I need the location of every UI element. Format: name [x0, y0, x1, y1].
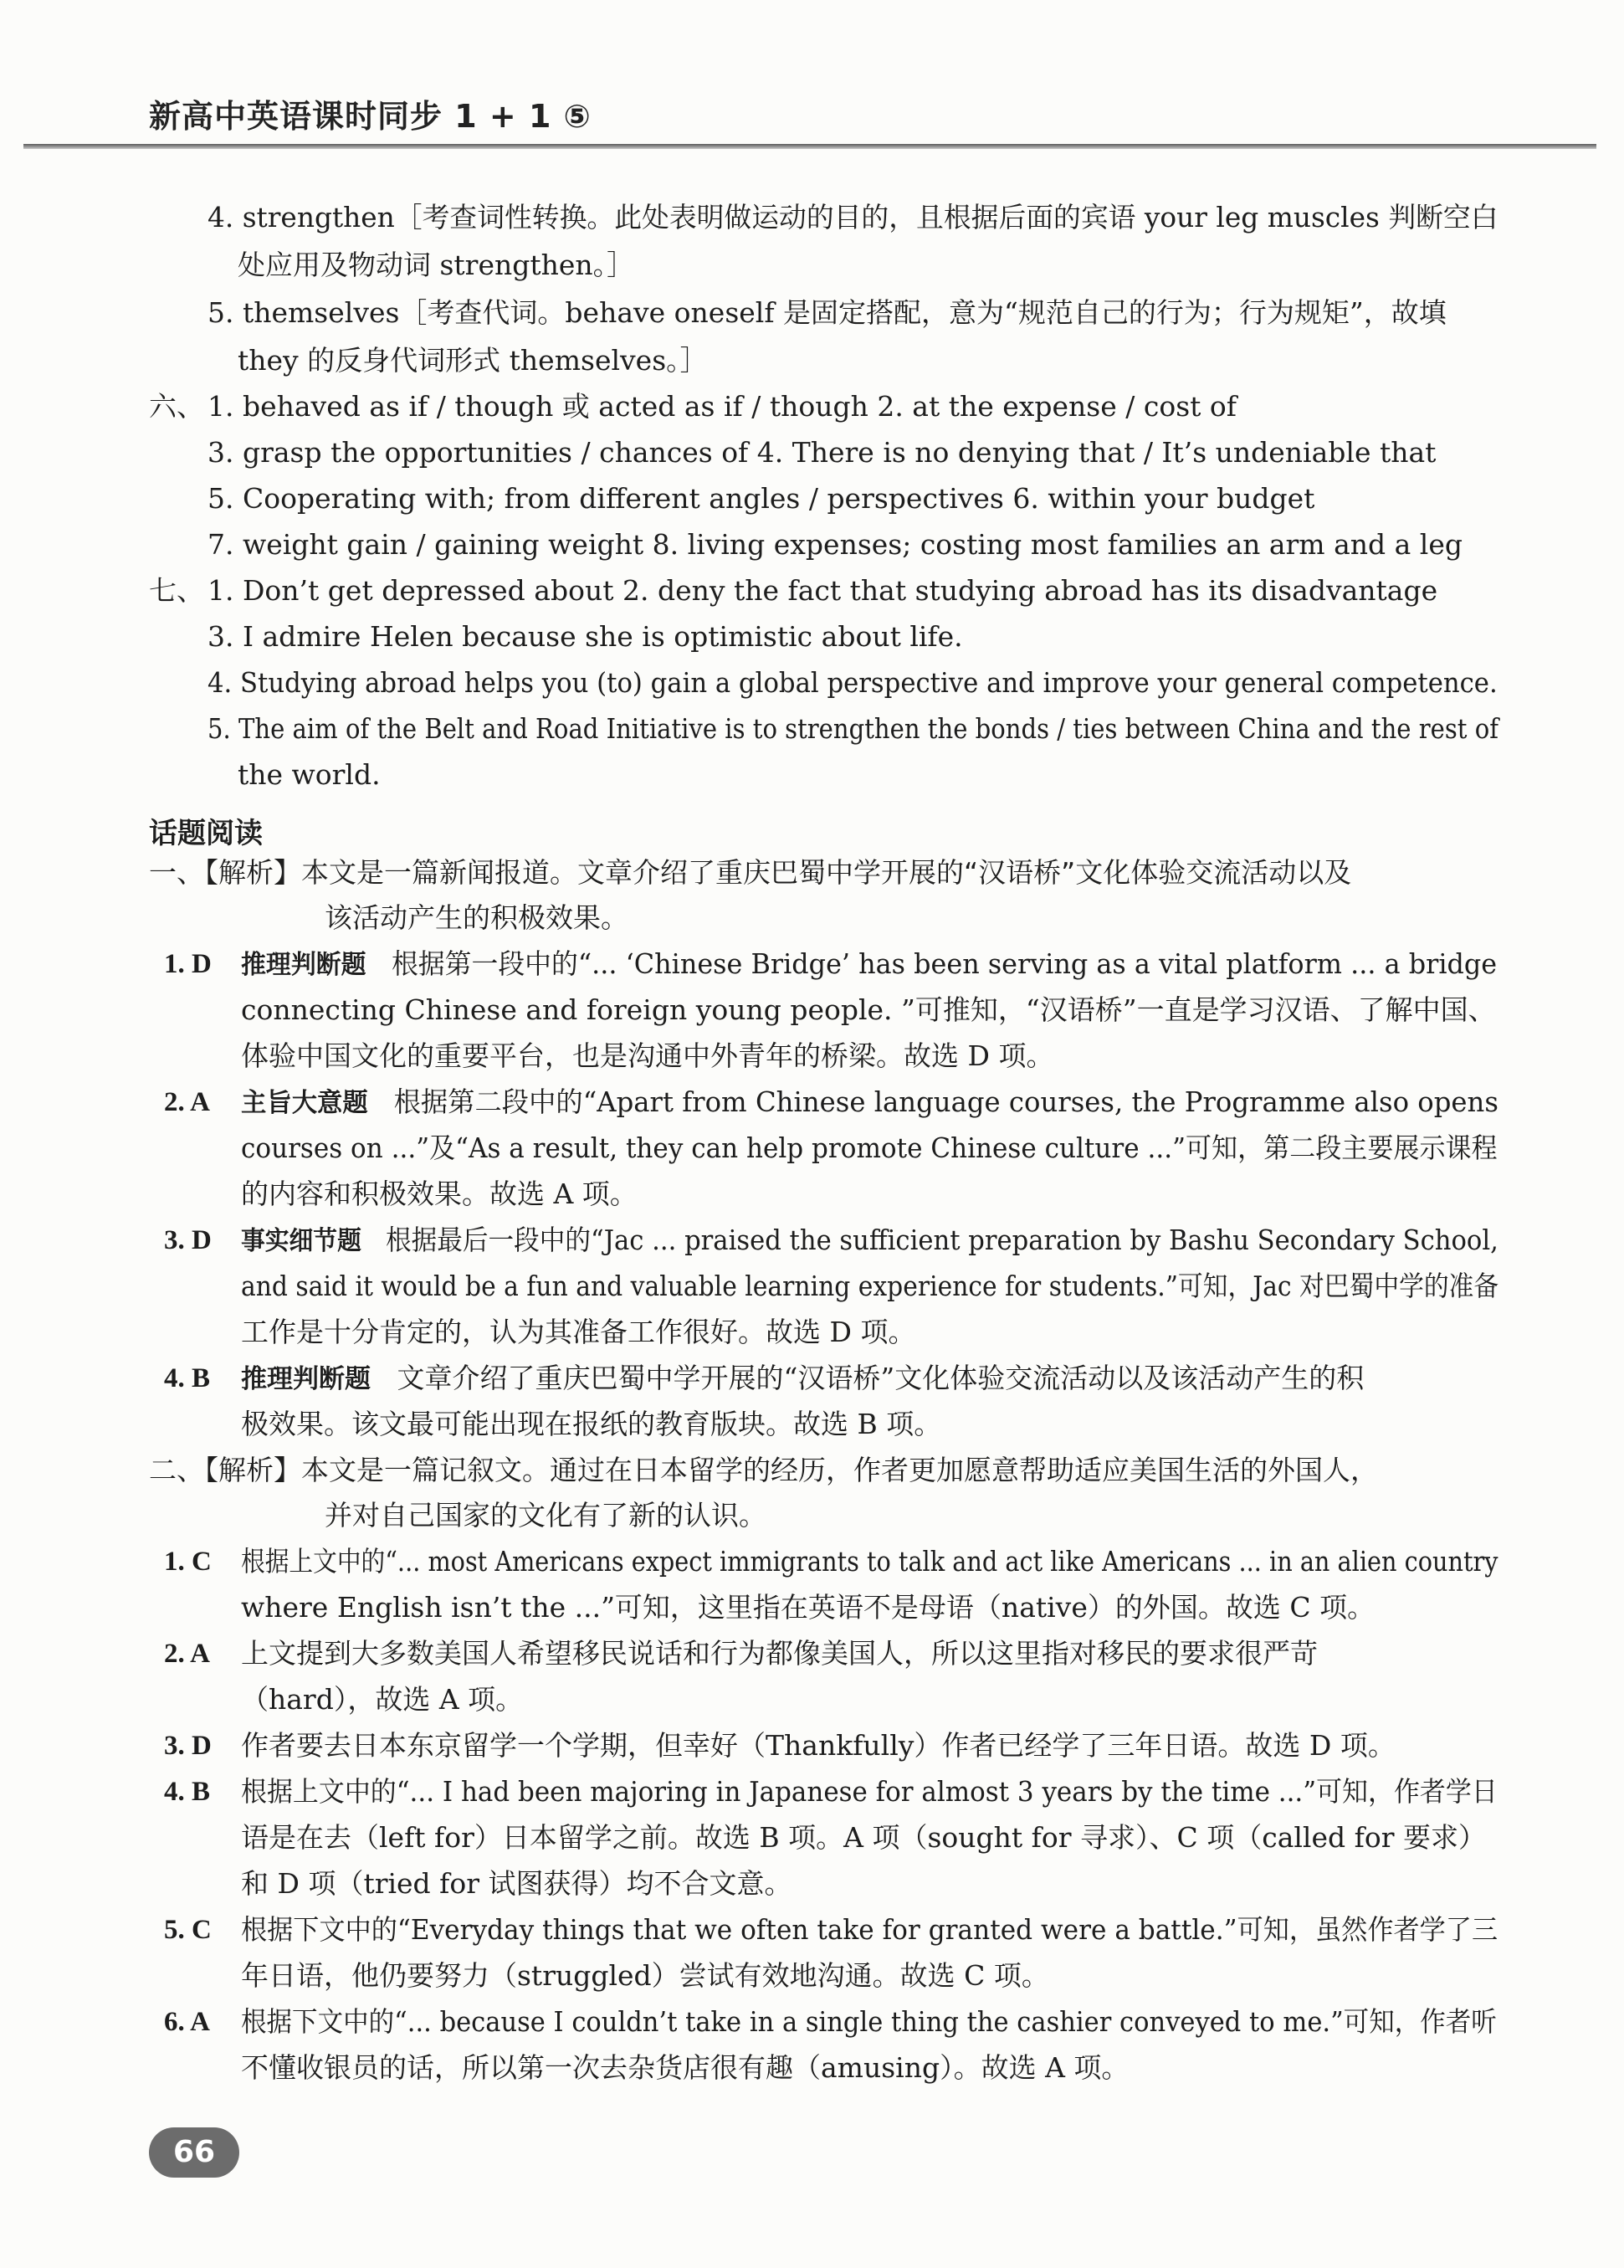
reading-q3-line1: [241, 1224, 1498, 1258]
reading-q1-line3: 体验中国文化的重要平台，也是沟通中外青年的桥梁。故选 D 项。: [241, 1039, 1054, 1072]
reading-r5-line1: 根据下文中的“Everyday things that we often take for granted were a battle.”可知，虽然作者学了三: [241, 1913, 1498, 1946]
reading-r1-line1: 根据上文中的“... most Americans expect immigrants to talk and act like Americans ... in an alien country: [241, 1545, 1498, 1578]
page-header: [23, 0, 1596, 155]
part7-line4: 5. The aim of the Belt and Road Initiative is to strengthen the bonds / ties between China and the rest of: [207, 712, 1498, 745]
item-4-line2: 处应用及物动词 strengthen。］: [238, 249, 635, 281]
reading-q1-number: 1. D: [164, 949, 212, 979]
part7-line5: the world.: [238, 758, 381, 791]
reading-r2-line2: （hard），故选 A 项。: [241, 1683, 524, 1716]
reading-s2-line2: 并对自己国家的文化有了新的认识。: [325, 1499, 766, 1532]
reading-s2-marker: 二、: [149, 1454, 204, 1486]
reading-q2-number: 2. A: [164, 1087, 211, 1117]
part7-marker: 七、: [149, 574, 204, 607]
reading-s2-text-a: 本文是一篇记叙文。通过在日本留学的经历，作者更加愿意帮助适应美国生活的外国人，: [301, 1454, 1378, 1486]
part6-line2: 3. grasp the opportunities / chances of 4. There is no denying that / It’s undeniable that: [207, 436, 1437, 469]
reading-r3-line1: 作者要去日本东京留学一个学期，但幸好（Thankfully）作者已经学了三年日语。故选 D 项。: [241, 1729, 1396, 1762]
reading-s1-tag: 【解析】: [191, 856, 301, 889]
part7-line3: 4. Studying abroad helps you (to) gain a global perspective and improve your general competence.: [207, 666, 1498, 699]
reading-q2-line2: courses on ...”及“As a result, they can help promote Chinese culture ...”可知，第二段主要展示课程: [241, 1131, 1498, 1164]
reading-r4-line1: 根据上文中的“... I had been majoring in Japanese for almost 3 years by the time ...”可知，作者学日: [241, 1775, 1498, 1808]
reading-s1-marker: 一、: [149, 856, 204, 889]
reading-r4-line2: 语是在去（left for）日本留学之前。故选 B 项。A 项（sought for 寻求）、C 项（called for 要求）: [241, 1821, 1486, 1854]
part6-line3: 5. Cooperating with; from different angles / perspectives 6. within your budget: [207, 482, 1315, 515]
reading-r4-number: 4. B: [164, 1777, 211, 1807]
reading-r6-line1: 根据下文中的“... because I couldn’t take in a single thing the cashier conveyed to me.”可知，作者听: [241, 2005, 1497, 2038]
reading-r5-number: 5. C: [164, 1915, 212, 1945]
reading-q4-text-a: 文章介绍了重庆巴蜀中学开展的“汉语桥”文化体验交流活动以及该活动产生的积: [397, 1362, 1365, 1394]
reading-s2-tag: 【解析】: [191, 1454, 301, 1486]
part6-marker: 六、: [149, 390, 204, 423]
reading-q3-tag: 事实细节题: [241, 1226, 361, 1256]
reading-q2-line1: [241, 1085, 1498, 1120]
reading-r5-line2: 年日语，他仍要努力（struggled）尝试有效地沟通。故选 C 项。: [241, 1959, 1049, 1992]
reading-q3-line3: 工作是十分肯定的，认为其准备工作很好。故选 D 项。: [241, 1316, 916, 1348]
reading-r2-number: 2. A: [164, 1639, 211, 1669]
reading-q2-text-a: 根据第二段中的“Apart from Chinese language courses, the Programme also opens: [393, 1085, 1498, 1118]
reading-r2-line1: 上文提到大多数美国人希望移民说话和行为都像美国人，所以这里指对移民的要求很严苛: [241, 1637, 1318, 1670]
reading-q1-line2: connecting Chinese and foreign young people. ”可推知，“汉语桥”一直是学习汉语、了解中国、: [241, 993, 1496, 1026]
item-5-line2: they 的反身代词形式 themselves。］: [238, 344, 708, 377]
part6-line4: 7. weight gain / gaining weight 8. living expenses; costing most families an arm and a leg: [207, 528, 1463, 561]
reading-q4-number: 4. B: [164, 1363, 211, 1393]
reading-s1-line1: [191, 856, 1351, 890]
reading-r6-number: 6. A: [164, 2007, 211, 2037]
reading-q4-line1: [241, 1362, 1364, 1396]
page-number: 66: [149, 2127, 239, 2178]
reading-r1-line2: where English isn’t the ...”可知，这里指在英语不是母语（native）的外国。故选 C 项。: [241, 1591, 1376, 1624]
item-4-line1: 4. strengthen［考查词性转换。此处表明做运动的目的，且根据后面的宾语 your leg muscles 判断空白: [207, 201, 1498, 233]
part7-line1: 1. Don’t get depressed about 2. deny the fact that studying abroad has its disadvantage: [207, 574, 1438, 607]
reading-r6-line2: 不懂收银员的话，所以第一次去杂货店很有趣（amusing）。故选 A 项。: [241, 2051, 1130, 2084]
reading-q3-number: 3. D: [164, 1225, 212, 1255]
reading-s1-text-a: 本文是一篇新闻报道。文章介绍了重庆巴蜀中学开展的“汉语桥”文化体验交流活动以及: [301, 856, 1352, 889]
header-rule: [23, 144, 1596, 149]
reading-q1-tag: 推理判断题: [241, 950, 366, 980]
reading-s2-line1: [191, 1454, 1378, 1487]
reading-r1-number: 1. C: [164, 1547, 212, 1577]
reading-q1-text-a: 根据第一段中的“... ‘Chinese Bridge’ has been serving as a vital platform ... a bridge: [391, 947, 1498, 980]
reading-q1-line1: [241, 947, 1497, 982]
reading-q4-tag: 推理判断题: [241, 1364, 371, 1394]
part7-line2: 3. I admire Helen because she is optimistic about life.: [207, 620, 963, 653]
part6-line1: 1. behaved as if / though 或 acted as if / though 2. at the expense / cost of: [207, 390, 1237, 423]
reading-q2-tag: 主旨大意题: [241, 1088, 368, 1118]
reading-q3-line2: and said it would be a fun and valuable learning experience for students.”可知，Jac 对巴蜀中学的准备: [241, 1270, 1499, 1302]
reading-r4-line3: 和 D 项（tried for 试图获得）均不合文意。: [241, 1867, 792, 1900]
reading-q4-line2: 极效果。该文最可能出现在报纸的教育版块。故选 B 项。: [241, 1408, 942, 1440]
book-title: 新高中英语课时同步 1 + 1 ⑤: [149, 98, 592, 135]
reading-s1-line2: 该活动产生的积极效果。: [325, 901, 628, 934]
reading-r3-number: 3. D: [164, 1731, 212, 1761]
reading-section-title: 话题阅读: [149, 817, 263, 850]
reading-q2-line3: 的内容和积极效果。故选 A 项。: [241, 1178, 638, 1210]
item-5-line1: 5. themselves［考查代词。behave oneself 是固定搭配，意为“规范自己的行为；行为规矩”，故填: [207, 296, 1447, 329]
reading-q3-text-a: 根据最后一段中的“Jac ... praised the sufficient preparation by Bashu Secondary School,: [386, 1224, 1498, 1256]
